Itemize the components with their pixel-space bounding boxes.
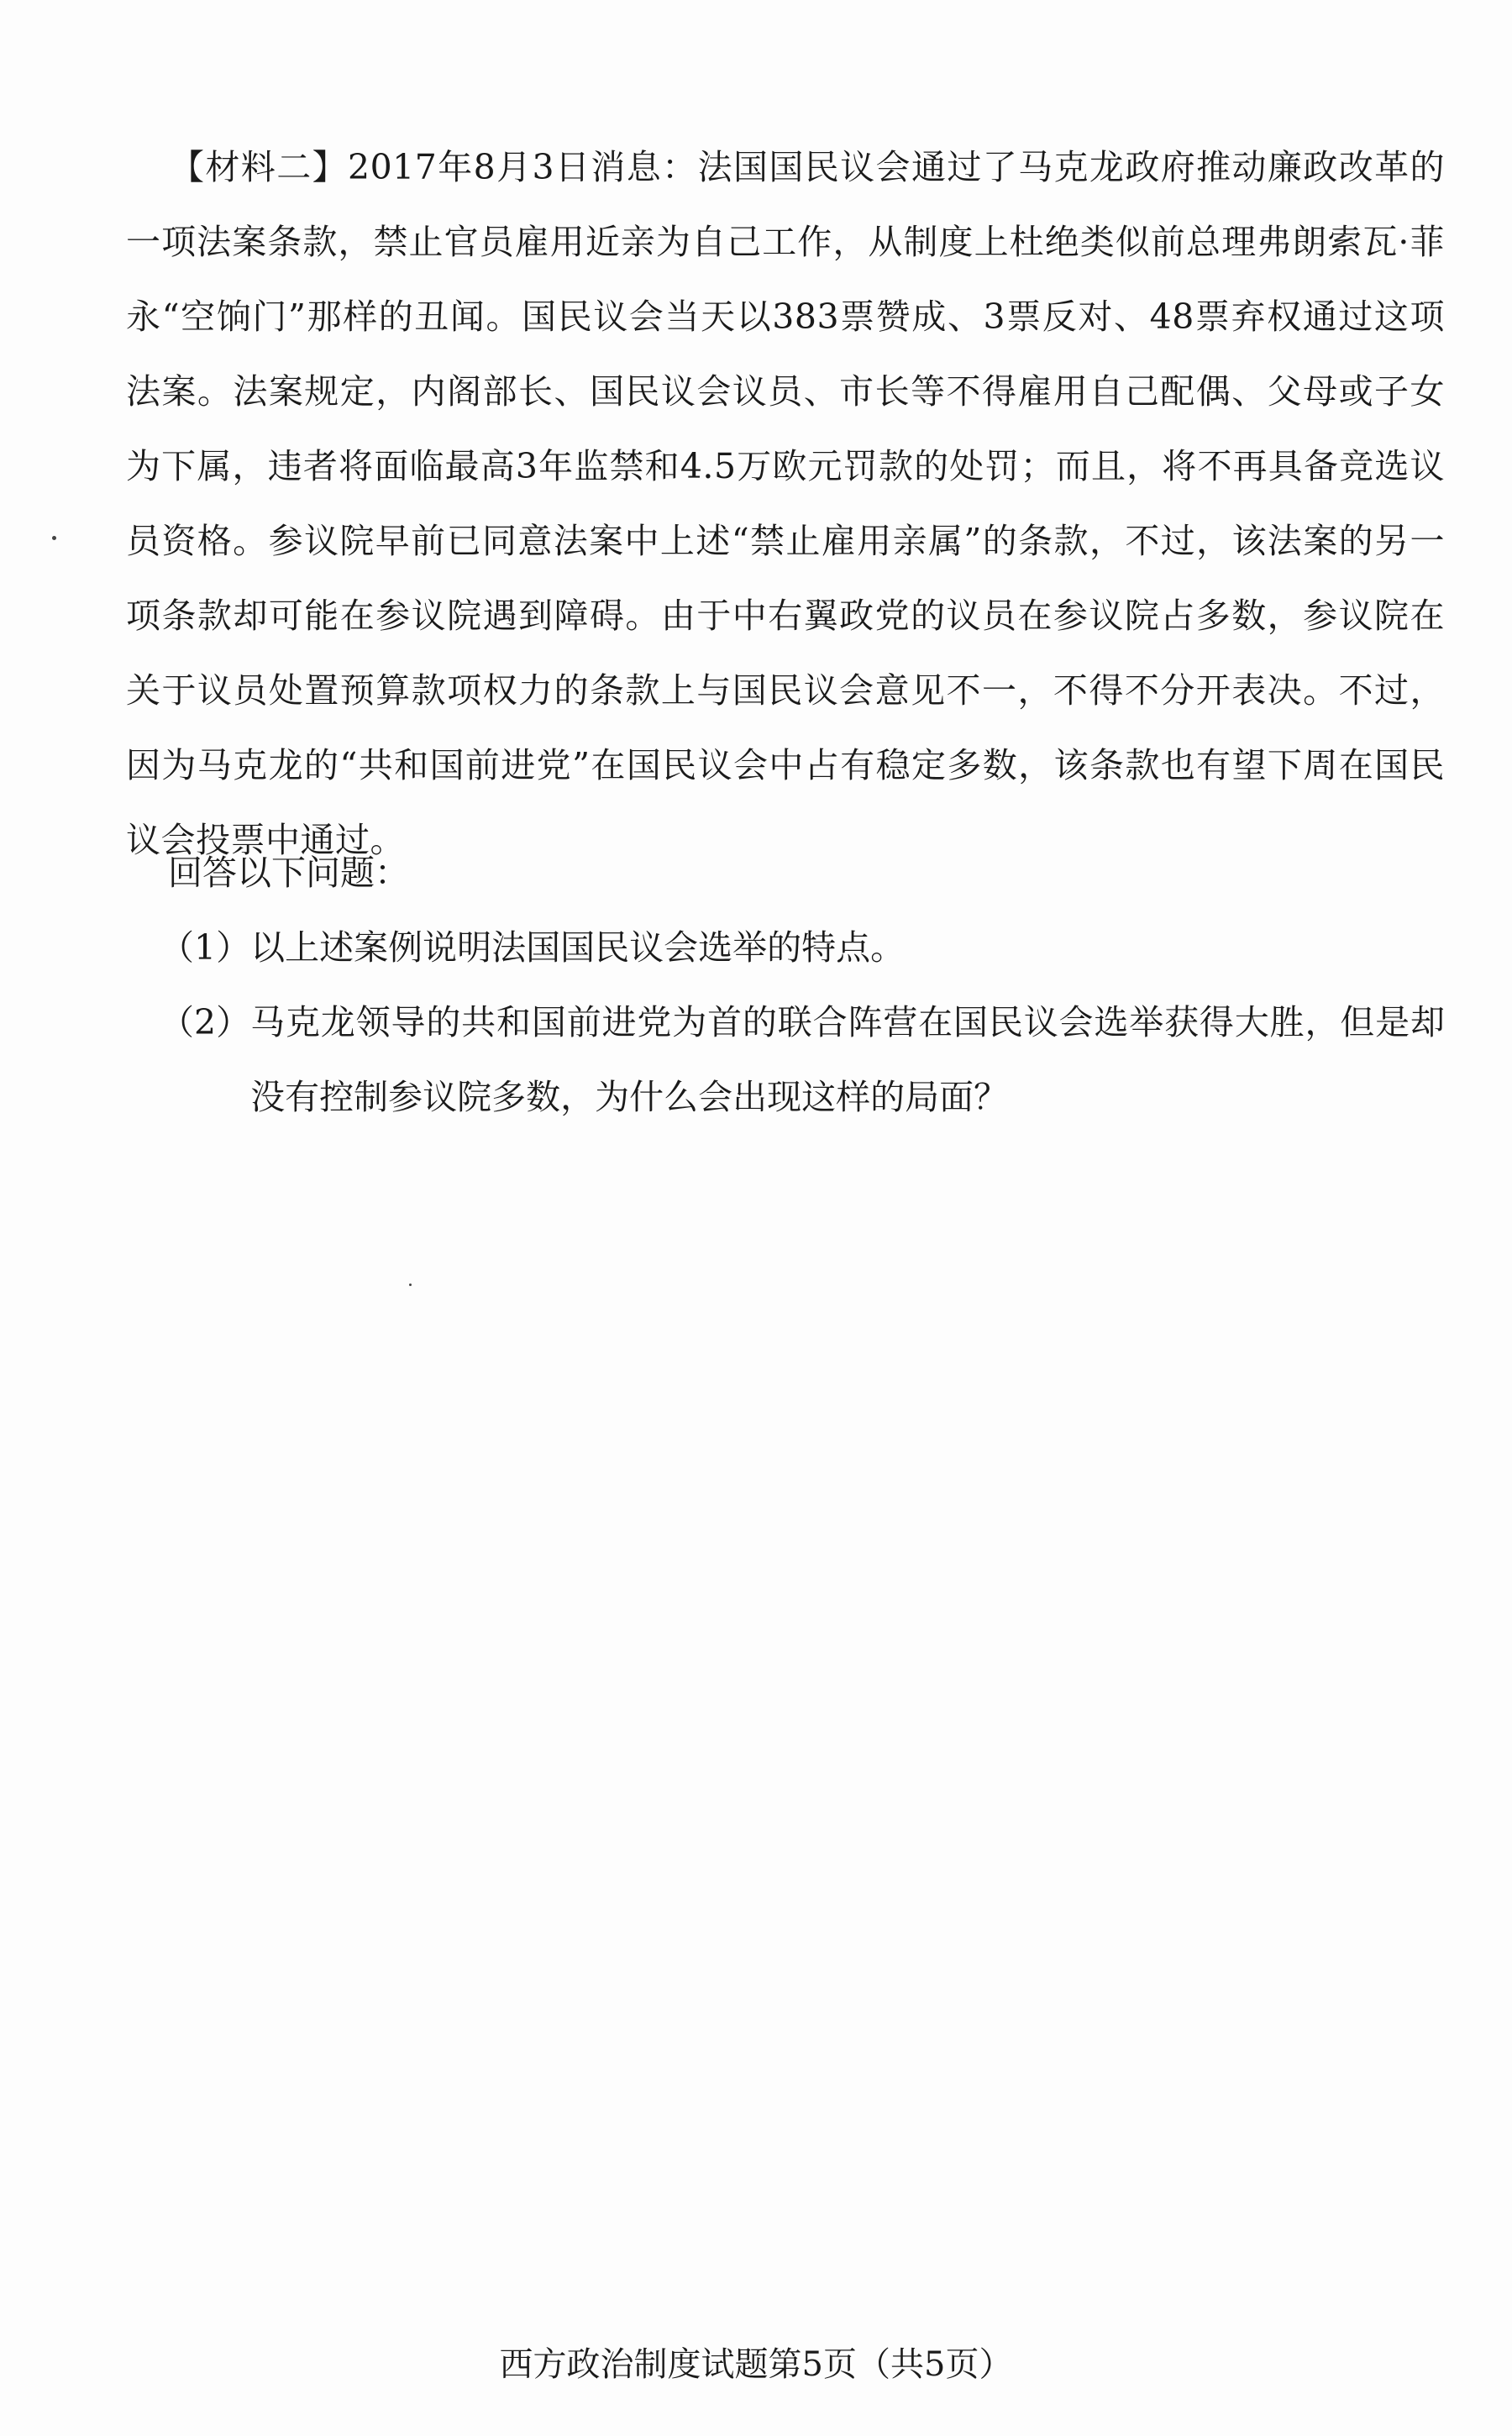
question-number: （2） [160, 1002, 251, 1042]
question-1 [160, 911, 1445, 985]
scan-speck [409, 1284, 412, 1286]
page-footer: 西方政治制度试题第5页（共5页） [499, 2345, 1013, 2384]
answer-instruction: 回答以下问题： [168, 853, 409, 893]
material-two-paragraph: 【材料二】2017年8月3日消息：法国国民议会通过了马克龙政府推动廉政改革的一项法案条款，禁止官员雇用近亲为自己工作，从制度上杜绝类似前总理弗朗索瓦·菲永“空饷门”那样的丑闻。国民议会当天以383票赞成、3票反对、48票弃权通过这项法案。法案规定，内阁部长、国民议会议员、市长等不得雇用自己配偶、父母或子女为下属，违者将面临最高3年监禁和4.5万欧元罚款的处罚；而且，将不再具备竞选议员资格。参议院早前已同意法案中上述“禁止雇用亲属”的条款，不过，该法案的另一项条款却可能在参议院遇到障碍。由于中右翼政党的议员在参议院占多数，参议院在关于议员处置预算款项权力的条款上与国民议会意见不一，不得不分开表决。不过，因为马克龙的“共和国前进党”在国民议会中占有稳定多数，该条款也有望下周在国民议会投票中通过。 [126, 147, 1445, 860]
question-2 [160, 985, 1445, 1135]
question-number: （1） [160, 927, 251, 968]
question-list [160, 911, 1445, 1135]
question-text: 以上述案例说明法国国民议会选举的特点。 [250, 927, 906, 968]
scan-speck [52, 536, 56, 540]
question-text: 马克龙领导的共和国前进党为首的联合阵营在国民议会选举获得大胜，但是却没有控制参议院多数，为什么会出现这样的局面？ [250, 1002, 1445, 1117]
